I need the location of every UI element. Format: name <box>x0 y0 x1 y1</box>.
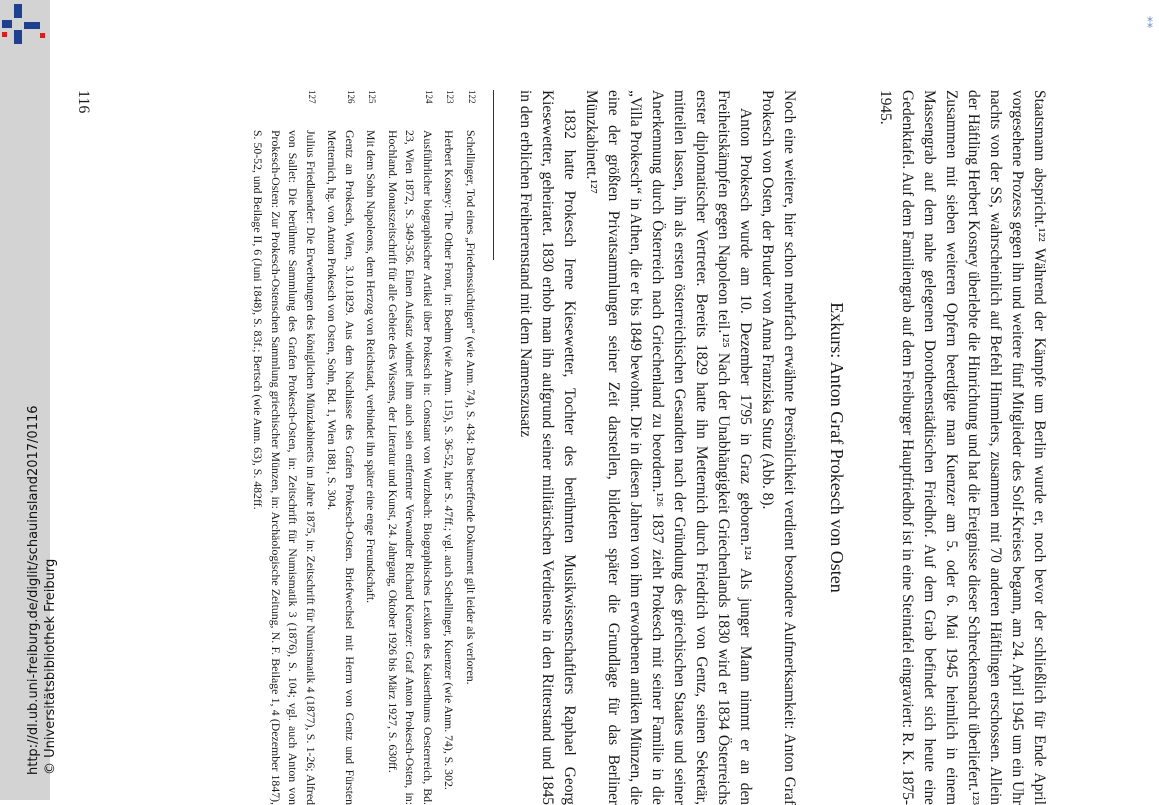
section-heading: Exkurs: Anton Graf Prokesch von Osten <box>827 302 847 593</box>
intro-paragraph: Staatsmann abspricht.¹²² Während der Kämpfe um Berlin wurde er, noch bevor der schließlich für Ende April vorgesehene Prozess gegen ihn und weitere fünf Mitglieder des Solf-Kreises begann, am 24. April 1945 um ein Uhr nachts von der SS, wahrscheinlich auf Befehl Himmlers, zusammen mit 70 anderen Häftlingen erschossen. Allein der Häftling Herbert Kosney überlebte die Hinrichtung und hat die Ereignisse dieser Schreckensnacht überliefert.¹²³ Zusammen mit sieben weiteren Opfern beerdigte man Kuenzer am 5. oder 6. Mai 1945 heimlich in einem Massengrab auf dem nahe gelegenen Dorotheenstädtischen Friedhof. Auf dem Grab befindet sich heute eine Gedenktafel. Auf dem Familiengrab auf dem Freiburger Hauptfriedhof ist in eine Steintafel eingraviert: R. K. 1875-1945. <box>877 90 1048 805</box>
footnote-number: 127 <box>307 90 317 104</box>
page-number: 116 <box>75 90 92 114</box>
university-logo-icon[interactable] <box>0 0 50 50</box>
viewer-sidebar <box>0 0 58 800</box>
footnote-122 <box>462 90 480 805</box>
footnote-text: Julius Friedlaender: Die Erwerbungen des königlichen Münzkabinetts im Jahre 1875, in: Zeitschrift für Numismatik 4 (1877), S. 1-26; Alfred von Sallet: Die berühmte Sammlung des Grafen Prokesch-Osten, in: Zeitschrift für Numismatik 3 (1876), S. 104; vgl. auch Anton von Prokesch-Osten: Zur Prokesch-Ostenschen Sammlung griechischer Münzen, in: Archäologische Zeitung, N. F. Beilage 1, 4 (Dezember 1847), S. 50-52, und Beilage II, 6 (Juni 1848), S. 83f.; Bertsch (wie Anm. 63), S. 482ff. <box>251 130 318 805</box>
footnote-127 <box>249 90 319 805</box>
paragraph-1: Noch eine weitere, hier schon mehrfach erwähnte Persönlichkeit verdient besondere Aufmerksamkeit: Anton Graf Prokesch von Osten, der Bruder von Anna Franziska Stutz (Abb. 8). <box>759 90 798 805</box>
footnotes <box>249 90 479 805</box>
book-page <box>50 90 1050 805</box>
footnote-text: Ausführlicher biographischer Artikel über Prokesch in: Constant von Wurzbach: Biographisches Lexikon des Kaiserthums Oesterreich, Bd. 23, Wien 1872, S. 349-356. Einen Aufsatz widmet ihm auch sein entfernter Verwandter Richard Kuenzer: Graf Anton Prokesch-Osten, in: Hochland. Monatszeitschrift für alle Gebiete des Wissens, der Literatur und Kunst, 24. Jahrgang, Oktober 1926 bis März 1927, S. 630ff. <box>386 130 435 805</box>
footnote-number: 126 <box>346 90 356 104</box>
footnote-125 <box>362 90 380 805</box>
footnote-text: Gentz an Prokesch, Wien, 3.10.1829. Aus dem Nachlasse des Grafen Prokesch-Osten. Briefwechsel mit Herrn von Gentz und Fürsten Metternich, hg. von Anton Prokesch von Osten, Sohn, Bd. 1, Wien 1881, S. 304. <box>325 130 357 805</box>
paragraph-3: 1832 hatte Prokesch Irene Kiesewetter, Tochter des berühmten Musikwissenschaftlers Raphael Georg Kiesewetter, geheiratet. 1830 erhob man ihn aufgrund seiner militärischen Verdienste in den Ritterstand und 1845 in den erblichen Freiherrenstand mit dem Namenszusatz <box>517 90 578 805</box>
source-url[interactable]: http://dl.ub.uni-freiburg.de/diglit/schauinsland2017/0116 <box>26 405 41 775</box>
footnote-text: Mit dem Sohn Napoleons, dem Herzog von Reichstadt, verbindet ihn später eine enge Freundschaft. <box>364 130 379 604</box>
footnote-126 <box>323 90 358 805</box>
footnote-divider <box>493 90 494 260</box>
footnote-124 <box>384 90 437 805</box>
paragraph-2: Anton Prokesch wurde am 10. Dezember 1795 in Graz geboren.¹²⁴ Als junger Mann nimmt er an den Freiheitskämpfen gegen Napoleon teil.¹²⁵ Nach der Unabhängigkeit Griechenlands 1830 wird er 1834 Österreichs erster diplomatischer Vertreter. Bereits 1829 hatte ihn Metternich durch Friedrich von Gentz, seinen Sekretär, mitteilen lassen, ihn als ersten österreichischen Gesandten nach der Gründung des griechischen Staates und seiner Anerkennung durch Österreich nach Griechenland zu beordern.¹²⁶ 1837 zieht Prokesch mit seiner Familie in die „Villa Prokesch“ in Athen, die er bis 1849 bewohnt. Die in diesen Jahren von ihm erworbenen antiken Münzen, die eine der größten Privatsammlungen seiner Zeit darstellen, bildeten später die Grundlage für das Berliner Münzkabinett.¹²⁷ <box>583 90 754 805</box>
footnote-123 <box>440 90 458 805</box>
copyright-notice: © Universitätsbibliothek Freiburg <box>43 558 58 775</box>
footnote-text: Schellinger, Tod eines „Friedenssüchtigen“ (wie Anm. 74), S. 434: Das betreffende Dokument gilt leider als verloren. <box>464 130 478 685</box>
footnote-number: 123 <box>445 90 456 104</box>
corner-mark-icon: ⁑ <box>1147 17 1153 31</box>
footnote-number: 125 <box>367 90 378 104</box>
footnote-number: 124 <box>424 90 434 104</box>
footnote-text: Herbert Kosney: The Other Front, in: Boehm (wie Anm. 115), S. 36-52, hier S. 47ff.; vgl. auch Schellinger, Kuenzer (wie Anm. 74), S. 302. <box>442 130 457 790</box>
footnote-number: 122 <box>467 90 477 104</box>
